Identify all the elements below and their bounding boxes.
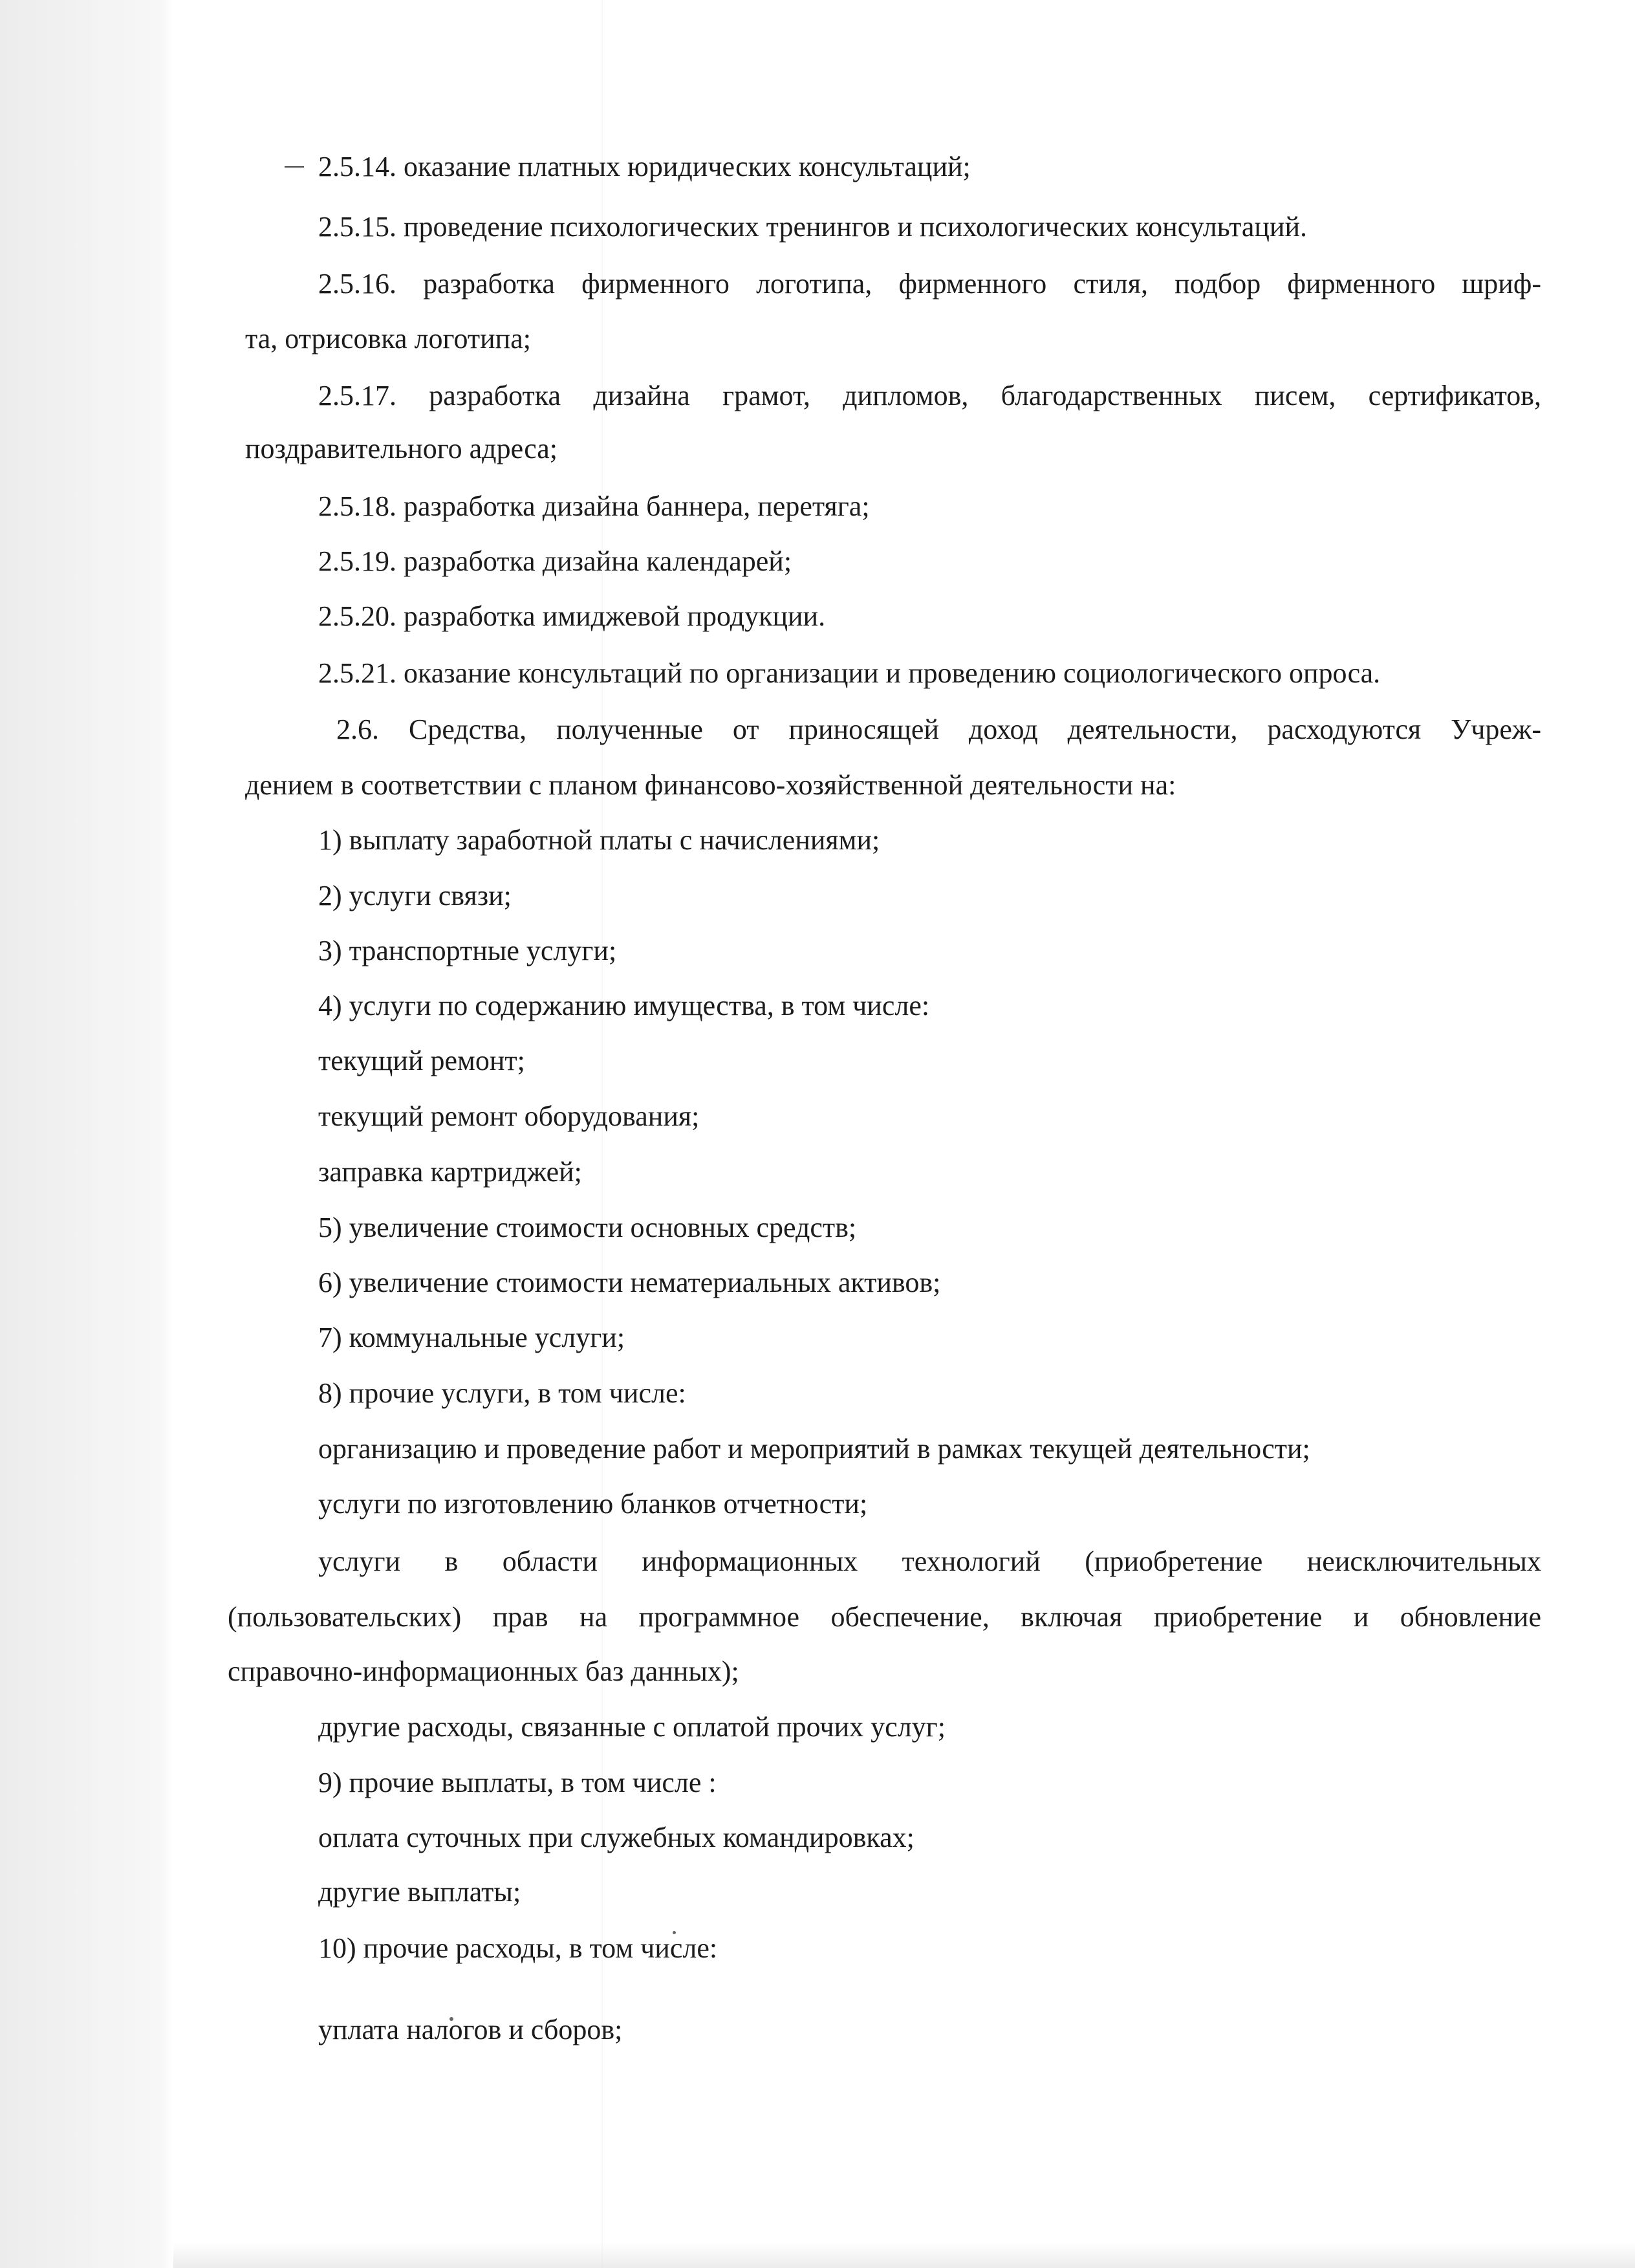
text-line: другие выплаты;: [318, 1876, 521, 1908]
text-line: дением в соответствии с планом финансово-хозяйственной деятельности на:: [245, 769, 1176, 801]
text-line: 1) выплату заработной платы с начислениями;: [318, 824, 880, 856]
text-line: 2.5.16. разработка фирменного логотипа, фирменного стиля, подбор фирменного шриф-: [318, 268, 1541, 300]
text-line: 8) прочие услуги, в том числе:: [318, 1377, 686, 1409]
text-line: 5) увеличение стоимости основных средств;: [318, 1212, 857, 1243]
text-line: текущий ремонт;: [318, 1045, 525, 1076]
text-line: 2.5.18. разработка дизайна баннера, перетяга;: [318, 490, 870, 522]
margin-dash-mark: [285, 166, 304, 168]
text-line: 10) прочие расходы, в том числе:: [318, 1932, 718, 1964]
text-line: 2.6. Средства, полученные от приносящей доход деятельности, расходуются Учреж-: [336, 714, 1541, 745]
text-line: организацию и проведение работ и мероприятий в рамках текущей деятельности;: [318, 1433, 1310, 1465]
text-line: 2.5.17. разработка дизайна грамот, дипломов, благодарственных писем, сертификатов,: [318, 380, 1541, 411]
text-line: 4) услуги по содержанию имущества, в том числе:: [318, 990, 930, 1021]
text-line: текущий ремонт оборудования;: [318, 1100, 700, 1132]
text-line: 2.5.21. оказание консультаций по организации и проведению социологического опроса.: [318, 657, 1381, 689]
text-line: 2) услуги связи;: [318, 880, 512, 911]
text-line: 2.5.14. оказание платных юридических консультаций;: [318, 151, 971, 182]
binding-edge-shadow: [0, 0, 173, 2268]
text-line: поздравительного адреса;: [245, 433, 558, 464]
text-line: 9) прочие выплаты, в том числе :: [318, 1767, 717, 1798]
bottom-edge-shadow: [173, 2242, 1635, 2268]
text-line: 3) транспортные услуги;: [318, 935, 617, 966]
text-line: услуги в области информационных технологий (приобретение неисключительных: [318, 1545, 1541, 1577]
text-line: 2.5.20. разработка имиджевой продукции.: [318, 600, 826, 632]
text-line: та, отрисовка логотипа;: [245, 323, 531, 354]
text-line: заправка картриджей;: [318, 1156, 582, 1188]
text-line: уплата налогов и сборов;: [318, 2014, 623, 2045]
text-line: 2.5.15. проведение психологических тренингов и психологических консультаций.: [318, 211, 1307, 243]
text-line: услуги по изготовлению бланков отчетности;: [318, 1488, 868, 1520]
text-line: оплата суточных при служебных командировках;: [318, 1822, 915, 1853]
text-line: справочно-информационных баз данных);: [228, 1655, 739, 1687]
text-line: 2.5.19. разработка дизайна календарей;: [318, 545, 792, 577]
text-line: другие расходы, связанные с оплатой прочих услуг;: [318, 1711, 946, 1743]
text-line: 6) увеличение стоимости нематериальных активов;: [318, 1267, 941, 1298]
text-line: 7) коммунальные услуги;: [318, 1322, 625, 1353]
text-line: (пользовательских) прав на программное обеспечение, включая приобретение и обновление: [228, 1601, 1541, 1633]
